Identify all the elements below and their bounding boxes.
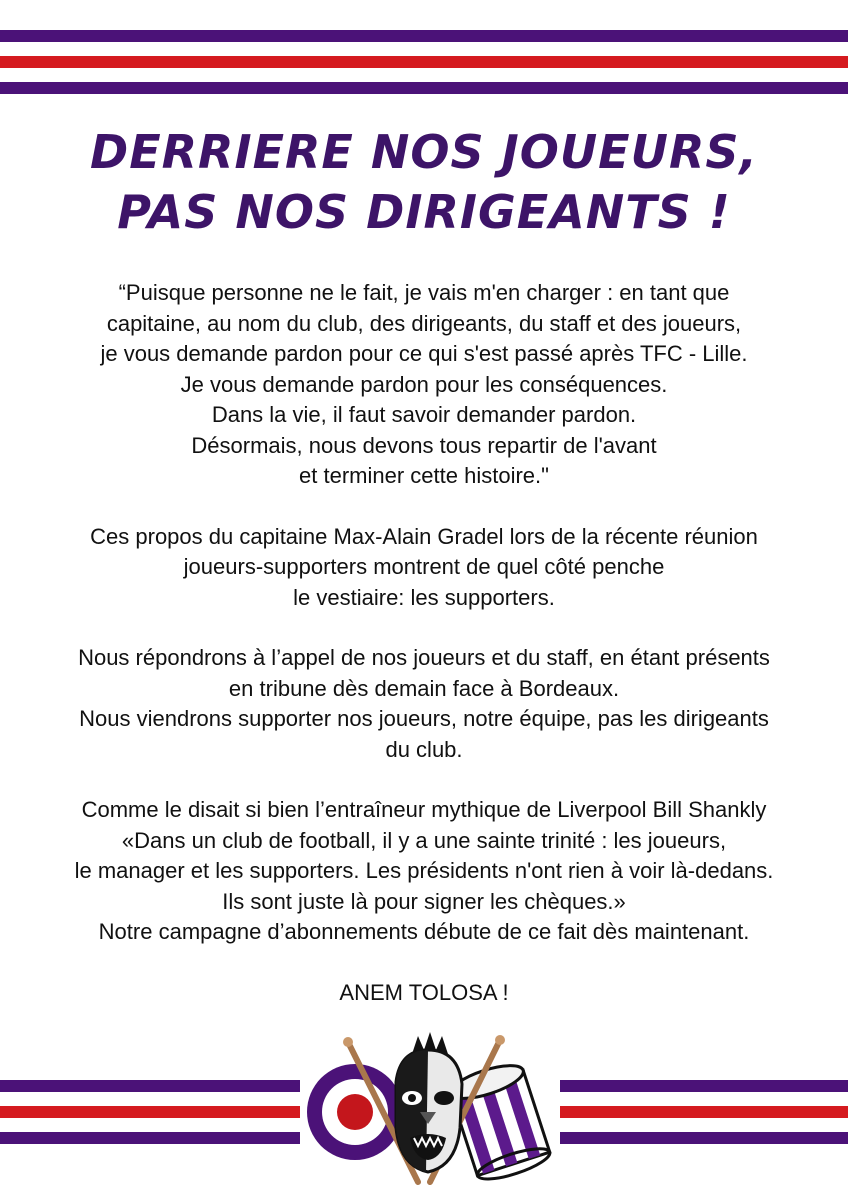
quote-line: Dans la vie, il faut savoir demander pardon. <box>211 402 637 427</box>
quote-line: Désormais, nous devons tous repartir de l'avant <box>191 432 657 458</box>
context-paragraph <box>0 522 848 614</box>
stripe-purple-top <box>0 30 848 42</box>
context-line: joueurs-supporters montrent de quel côté penche <box>183 554 665 579</box>
shankly-paragraph <box>0 795 848 948</box>
emblem-icon <box>300 1032 560 1192</box>
shankly-line: Ils sont juste là pour signer les chèques.» <box>222 888 626 914</box>
shankly-line: Comme le disait si bien l’entraîneur mythique de Liverpool Bill Shankly <box>81 797 767 822</box>
quote-line: Je vous demande pardon pour les conséquences. <box>180 371 668 397</box>
call-line: du club. <box>385 736 463 762</box>
quote-paragraph <box>0 278 848 492</box>
shankly-line: «Dans un club de football, il y a une sainte trinité : les joueurs, <box>121 827 727 853</box>
call-line: Nous viendrons supporter nos joueurs, notre équipe, pas les dirigeants <box>79 706 769 731</box>
quote-line: capitaine, au nom du club, des dirigeants, du staff et des joueurs, <box>106 310 742 336</box>
skull-icon <box>396 1032 462 1172</box>
target-roundel-icon <box>307 1064 403 1160</box>
call-line: Nous répondrons à l’appel de nos joueurs et du staff, en étant présents <box>78 645 770 670</box>
call-line: en tribune dès demain face à Bordeaux. <box>228 675 620 701</box>
quote-line: et terminer cette histoire." <box>299 463 549 488</box>
headline-line-1: DERRIERE NOS JOUEURS, <box>90 125 758 179</box>
call-paragraph <box>0 643 848 765</box>
context-line: le vestiaire: les supporters. <box>293 584 555 610</box>
stripe-red-middle <box>0 56 848 68</box>
body-text <box>0 278 848 1008</box>
quote-line: je vous demande pardon pour ce qui s'est passé après TFC - Lille. <box>100 341 748 366</box>
context-line: Ces propos du capitaine Max-Alain Gradel lors de la récente réunion <box>90 523 758 549</box>
headline <box>0 122 848 242</box>
quote-line: “Puisque personne ne le fait, je vais m'en charger : en tant que <box>118 280 730 305</box>
shankly-line: Notre campagne d’abonnements débute de ce fait dès maintenant. <box>98 919 750 944</box>
closing-slogan: ANEM TOLOSA ! <box>339 979 509 1005</box>
shankly-line: le manager et les supporters. Les présidents n'ont rien à voir là-dedans. <box>74 858 774 883</box>
stripe-purple-bottom <box>0 82 848 94</box>
headline-line-2: PAS NOS DIRIGEANTS ! <box>117 185 731 239</box>
